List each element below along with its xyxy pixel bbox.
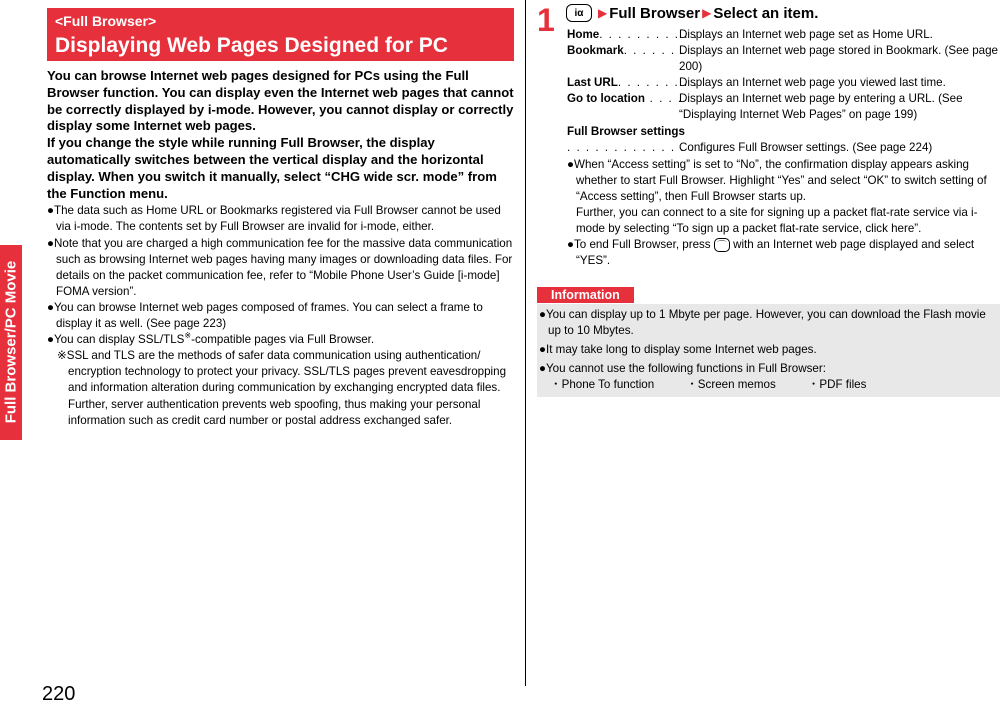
note-continuation: Further, you can connect to a site for signing up a packet flat-rate service via i-mode by selecting “To sign up a packet flat-rate service, click here”.: [576, 206, 978, 236]
info-note: ●You cannot use the following functions in Full Browser:: [539, 362, 826, 376]
ssl-footnote: ※SSL and TLS are the methods of safer data communication using authentication/ encryption technology to protect your privacy. SSL/TLS pages prevent eavesdropping and information alteration during communication by exchanging encrypted data files. Further, server authentication prevents web spoofing, thus making your personal information such as credit card number or postal address exchanged safer.: [57, 349, 507, 427]
ssl-note-prefix: ●You can display SSL/TLS: [47, 333, 185, 347]
column-divider: [525, 0, 526, 686]
ssl-note-suffix: -compatible pages via Full Browser.: [191, 333, 375, 347]
end-note-prefix: ●To end Full Browser, press: [567, 238, 711, 252]
step-menu-item: Full Browser: [609, 4, 701, 22]
information-body: [537, 304, 1000, 397]
intro-paragraph: You can browse Internet web pages designed for PCs using the Full Browser function. You can display even the Internet web pages that cannot be correctly displayed by i-mode. However, you cannot display or correctly display some Internet web pages.: [47, 68, 514, 134]
info-note: ●You can display up to 1 Mbyte per page. However, you can download the Flash movie up to 10 Mbytes.: [539, 308, 986, 338]
intro-text: [47, 68, 514, 202]
option-label: Home: [567, 28, 600, 41]
unsupported-item: ・Phone To function: [550, 378, 655, 392]
option-desc: Displays an Internet web page set as Home URL.: [679, 28, 933, 41]
option-desc: Displays an Internet web page stored in Bookmark. (See page 200): [679, 44, 999, 74]
note-item: ●Note that you are charged a high communication fee for the massive data communication such as browsing Internet web pages having many images or downloading data files. For details on the packet communication fee, refer to “Mobile Phone User’s Guide [i-mode] FOMA version”.: [47, 236, 513, 298]
step-notes: [567, 157, 1000, 270]
unsupported-functions: [539, 377, 998, 393]
unsupported-item: ・PDF files: [807, 378, 867, 392]
leader-dots: . . . . . . . . . . .: [599, 28, 699, 41]
section-label: <Full Browser>: [55, 13, 157, 29]
option-label: Last URL: [567, 76, 618, 90]
step-instruction: Select an item.: [713, 4, 819, 22]
note-item-ssl: [47, 332, 514, 348]
note-item-end: [567, 237, 1000, 269]
page-number: 220: [42, 683, 76, 705]
option-label: Bookmark: [567, 44, 624, 58]
unsupported-item: ・Screen memos: [686, 378, 776, 392]
arrow-icon: ▶: [598, 6, 608, 20]
option-go-to-location: [567, 91, 1000, 123]
note-item: ●The data such as Home URL or Bookmarks registered via Full Browser cannot be used via i-mode. The contents set by Full Browser are invalid for i-mode, either.: [47, 204, 501, 234]
option-last-url: [567, 75, 1000, 91]
info-note: ●It may take long to display some Internet web pages.: [539, 343, 817, 357]
footnote-mark: ※: [184, 331, 192, 341]
left-column: [47, 8, 514, 429]
note-item: ●When “Access setting” is set to “No”, the confirmation display appears asking whether to start Full Browser. Highlight “Yes” and select “OK” to switch setting of “Access setting”, then Full Browser starts up.: [567, 157, 987, 203]
information-header: Information: [537, 287, 634, 303]
page-title: Displaying Web Pages Designed for PC: [55, 34, 448, 57]
step-heading: [566, 3, 818, 23]
option-desc: Displays an Internet web page by entering a URL. (See “Displaying Internet Web Pages” on page 199): [679, 92, 963, 122]
option-desc: Displays an Internet web page you viewed last time.: [679, 76, 946, 90]
information-box: [537, 286, 1000, 397]
leader-dots: . . . . . . . . .: [617, 76, 699, 90]
intro-paragraph: If you change the style while running Full Browser, the display automatically switches between the vertical display and the horizontal display. When you switch it manually, select “CHG wide scr. mode” from the Function menu.: [47, 135, 497, 201]
option-bookmark: [567, 43, 1000, 75]
option-label: Full Browser settings: [567, 124, 685, 138]
option-home: [567, 27, 1000, 43]
note-item: ●You can browse Internet web pages composed of frames. You can select a frame to display it as well. (See page 223): [47, 300, 483, 331]
leader-dots: . . . .: [644, 92, 683, 106]
side-tab-label: Full Browser/PC Movie: [2, 260, 20, 424]
title-box: [47, 8, 514, 61]
end-key-icon: ⌒: [714, 238, 730, 252]
notes-list: [47, 203, 514, 428]
end-note-suffix: with an Internet web page displayed and select “YES”.: [576, 238, 975, 268]
option-desc: Configures Full Browser settings. (See page 224): [679, 140, 933, 154]
option-full-browser-settings: [567, 124, 1000, 156]
arrow-icon: ▶: [702, 6, 712, 20]
option-label: Go to location: [567, 92, 645, 106]
leader-dots: . . . . . . . .: [623, 44, 695, 58]
step-number: 1: [537, 2, 555, 38]
leader-dots: . . . . . . . . . . . . . . . . .: [567, 140, 723, 154]
options-list: [567, 27, 1000, 269]
i-mode-key-icon: iα: [566, 4, 592, 22]
